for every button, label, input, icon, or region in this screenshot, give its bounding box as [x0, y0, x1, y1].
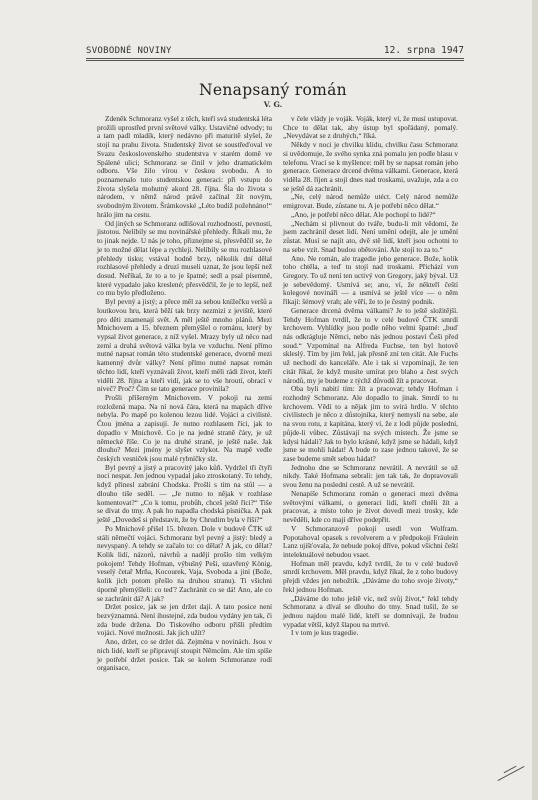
paragraph: Ano. Ne román, ale tragedie jeho generace. Bože, kolik toho chtěla, a teď tu stojí nad troskami. Přichází von Gregory. To už není ten uctivý von Gregory, jaký býval. Už je sebevědomý. Usmívá se; ano, ví, že někteří čeští kolegové novináři — a usmívá se ještě více — o něm říkají: šémový vrah; ale věří, že to je čestný podnik. [283, 253, 458, 307]
paragraph: Byl pevný a jistý; a přece měl za sebou knížečku veršů a loutkovou hru, která běží tak brzy nezmizí z jeviště, které pro děti znamenají svět. A měl ještě mnoho plánů. Mezi Mnichovem a 15. březnem přemýšlel o románu, který by vypsal život generace, z níž vyšel. Mrazy byly už něco nad zemí a druhá světová válka byla ve vzduchu. Není přímo nutné napsat román této studentské generace, dvorně mezi kamenný dvůr války? Není přímo nutné napsat román těchto lidí, kteří vyznávali život, kteří měli rádi život, kteří viděli 28. října a kteří vidí, jak se to vše hroutí, obrací v niveč? Proč? Čím se tato generace provinila? [97, 297, 272, 394]
paragraph: „Ne, celý národ nemůže utéct. Celý národ nemůže emigrovat. Bude, zůstane tu. A je potřebí něco dělat.“ [283, 192, 458, 211]
paragraph: Generace drcená dvěma válkami? Je to ještě složitější. Tehdy Hofman tvrdil, že to v celé budově ČTK smrdí krchovem. Vyhlídky jsou podle něho velmi špatné: „buď nás odkrágluje Němci, nebo nás jednou postaví Češi před soud.“ Vzpomínal na Alfreda Fuchse, ten byl hotově skleslý. Tím by jim řekl, jak přesně zní ten citát. Ale Fuchs už nechodí do kanceláře. Ale i tak si vzpomínají, že ten citát říkal, že když musíte umírat pro blaho a čest svých národů, my je budeme z týchž důvodů žít a pracovat. [283, 305, 458, 385]
paragraph: V Schmoranzově pokoji usedl von Wolfram. Popotahoval opasek s revolverem a v předpokoji Fräulein Lanz ujišťovala, že nebude pokoj dříve, pokud všichni čeští intelektuálové nebudou vsaet. [283, 523, 458, 559]
paragraph: v čele vlády je voják. Voják, který ví, že musí ustupovat. Chce to dělat tak, aby ústup byl spořádaný, pomalý. „Nevydávat se z druhých,“ říká. [283, 114, 458, 141]
paragraph: Po Mnichově přišel 15. březen. Dole v budově ČTK už stáli němečtí vojáci. Schmoranz byl pevný a jistý: bledý a nevyspaný. A tehdy se začalo to: co dělat? A jak, co dělat? Kolik lidí, názorů, návrhů a nadějí prošlo tím velkým pokojem! Tehdy Hofman, výbušný Peši, uzavřený König, veselý četař Mrňa, Kocourek, Vaja, Svoboda a jiní (Bože, kolik jich potom přešlo na druhou stranu). Ti všichni úporně přemýšleli: co teď? Zachránit co se dá! Ano, ale co se zachránit dá? A jak? [97, 523, 272, 603]
paragraph: Oba byli nabití tím: žít a pracovat; tehdy Hofman i rozhodný Schmoranz. Ale dopadlo to jinak. Smrdí to tu krchovem. Vědí to a nějak jim to svírá hrdlo. V těchto civilistech je něco z důstojníka, který nemyslí na sebe, ale na svou rotu, z kapitána, který ví, že z lodi půjde poslední, půjde-li vůbec. Zůstávají na svých místech. Že jsme se kdysi hádali? Jak to bylo krásné, když jsme se hádali, když jsme se mohli hádat! A bude to zase jednou takové, že se zase budeme smět sebou hádat? [283, 384, 458, 464]
paragraph: Hofman měl pravdu, když tvrdil, že to v celé budově smrdí krchovem. Měl pravdu, když říkal, že z toho budovy přejdi vždes jen nebožtík. „Dáváme do toho svoje životy,“ řekl jednou Hofman. [283, 558, 458, 594]
issue-date: 12. srpna 1947 [383, 45, 464, 56]
paragraph: „Ano, je potřebí něco dělat. Ale pochopí to lidé?“ [291, 209, 436, 219]
paragraph: Prošli příšerným Mnichovem. V pokoji na zemi rozložená mapa. Na ní nová čára, která na mapách dříve nebyla. Po mapě po kolenou lezou lidé. Vojáci a civilisté. Čtou jména a zapisují. Je nutno rozhlasem říci, jak to dopadlo v Mnichově. Co je na jedné straně čáry, je už německé říše. Co je na druhé straně, je ještě naše. Jak dlouho? Mezi jmény je slyšet vzlykot. Na mapě vedle českých vesniček jsou malé rybníčky slz. [97, 393, 272, 464]
paragraph: Nenapíše Schmoranz román o generaci mezi dvěma světovými válkami, o generaci lidí, kteří chtěli žít a pracovat, a místo toho je život dovedl mezi trosky, kde nevěděli, kde co mají dříve podepřít. [283, 488, 458, 525]
masthead [86, 42, 464, 56]
article-column-right [283, 115, 458, 638]
paragraph: Někdy v noci je chvilku klidu, chvilku času Schmoranz si uvědomuje, že svého synka zná pomalu jen podle hlasu v telefonu. Vrací se k myšlence: měl by se napsat román jeho generace. Generace drcené dvěma válkami. Generace, která viděla 28. říjen a stojí dnes nad troskami, uvažuje, zda a co se ještě dá zachránit. [283, 140, 458, 193]
newspaper-name: SVOBODNÉ NOVINY [86, 46, 172, 56]
article-column-left [97, 115, 272, 673]
paragraph: Zdeněk Schmoranz vyšel z těch, kteří svá studentská léta prožili uprostřed první světové války. Ustavičné odvody; tu a tam padl mladík, který nedávno při maturitě slyšel, že stojí na prahu života. Studentský život se soustřeďoval ve Svazu československého studentstva v starém domě ve Spálené ulici; Schmoranz se činil v jeho dramatickém odboru. Vše žilo vírou v českou svobodu. A to poznamenalo tuto studentskou generaci: při vstupu do života slyšela mohutný akord 28. října. Šla do života s národem, v němž národ právě začínal žít novým, svobodným životem. Šrámkovské „Léto budiž požehnáno!“ hrálo jim na cestu. [97, 114, 272, 219]
paragraph: Od jiných se Schmoranz odlišoval rozhodností, pevností, jistotou. Nelíbily se mu novinářské přehledy. Říkali mu, že to jinak nejde. U nás je toho, přiznejme si, přesvědčil se, že je to možné dělat lépe a rychleji. Nelíbily se mu rozhlasové přehledy tisku; vstával hodně brzy, několik dní dělal rozhlasové přehledy a druzí museli uznat, že jsou lepší než dosud. Neříkal, že to a to je špatné; sedl a psal písemně, které vypadalo jako kreslené; přesvědčil, že je to lepší, než co mu bylo předloženo. [97, 218, 272, 298]
paragraph: Jednoho dne se Schmoranz nevrátil. A nevrátil se už nikdy. Také Hofmana sebrali: jen tak tak, že dopravovali svou ženu na poslední cestě. A už se nevrátil. [283, 462, 458, 490]
paragraph: Byl pevný a jistý a pracovitý jako kůň. Vydržel tři čtyři noci nespat. Jen jednou vypadal jako ztroskotaný. To tehdy, když přinesl zabrání Chodska. Prošli s tím na stůl — a dlouho tiše seděl. — „Je nutno to nějak v rozhlase komentovat?“ „Co k tomu, probůh, chceš ještě říci?“ Tiše se dívat do tmy. A pak ho napadla chodská písnička. A pak ještě „Dovedeš si představit, že by Chrudim byla v říši?“ [97, 462, 272, 525]
article-title: Nenapsaný román [199, 81, 347, 99]
masthead-rule-double [86, 60, 464, 61]
page-edge [532, 0, 538, 800]
article-author: V. G. [263, 100, 283, 109]
paragraph: „Dáváme do toho ještě víc, než svůj život,“ řekl tehdy Schmoranz a díval se dlouho do tmy. Snad tušil, že se jednou najdou malé lidé, kteří se domnívají, že budou vypadat větší, když šlapou na mrtvé. [283, 593, 458, 629]
paragraph: „Nechám si plivnout do tváře, budu-li mít vědomí, že jsem zachránil deset lidí. Není umění odejít, ale je umění zůstat. Musí se najít ato, dvě stě lidí, kteří jsou ochotni to na sebe vzít. Snad budou obětováni. Ale stojí to za to.“ [283, 218, 458, 254]
paragraph: Držet posice, jak se jen držet dají. A tato posice není bezvýznamná. Není ihostejné, zda budou vydány jen tak, či zda bude držena. Do Tiskového odboru přišli předtím vojáci. Nové možnosti. Jak jich užít? [97, 602, 272, 638]
masthead-rule [86, 58, 464, 59]
paragraph: Ano, držet, co se držet dá. Zejména v novinách. Jsou v nich lidé, kteří se připravují stoupit Němcům. Ale tím spíše je potřebí držet posice. Tak se kolem Schmoranze rodí organisace, [97, 637, 272, 673]
paragraph: I v tom je kus tragedie. [291, 628, 359, 638]
